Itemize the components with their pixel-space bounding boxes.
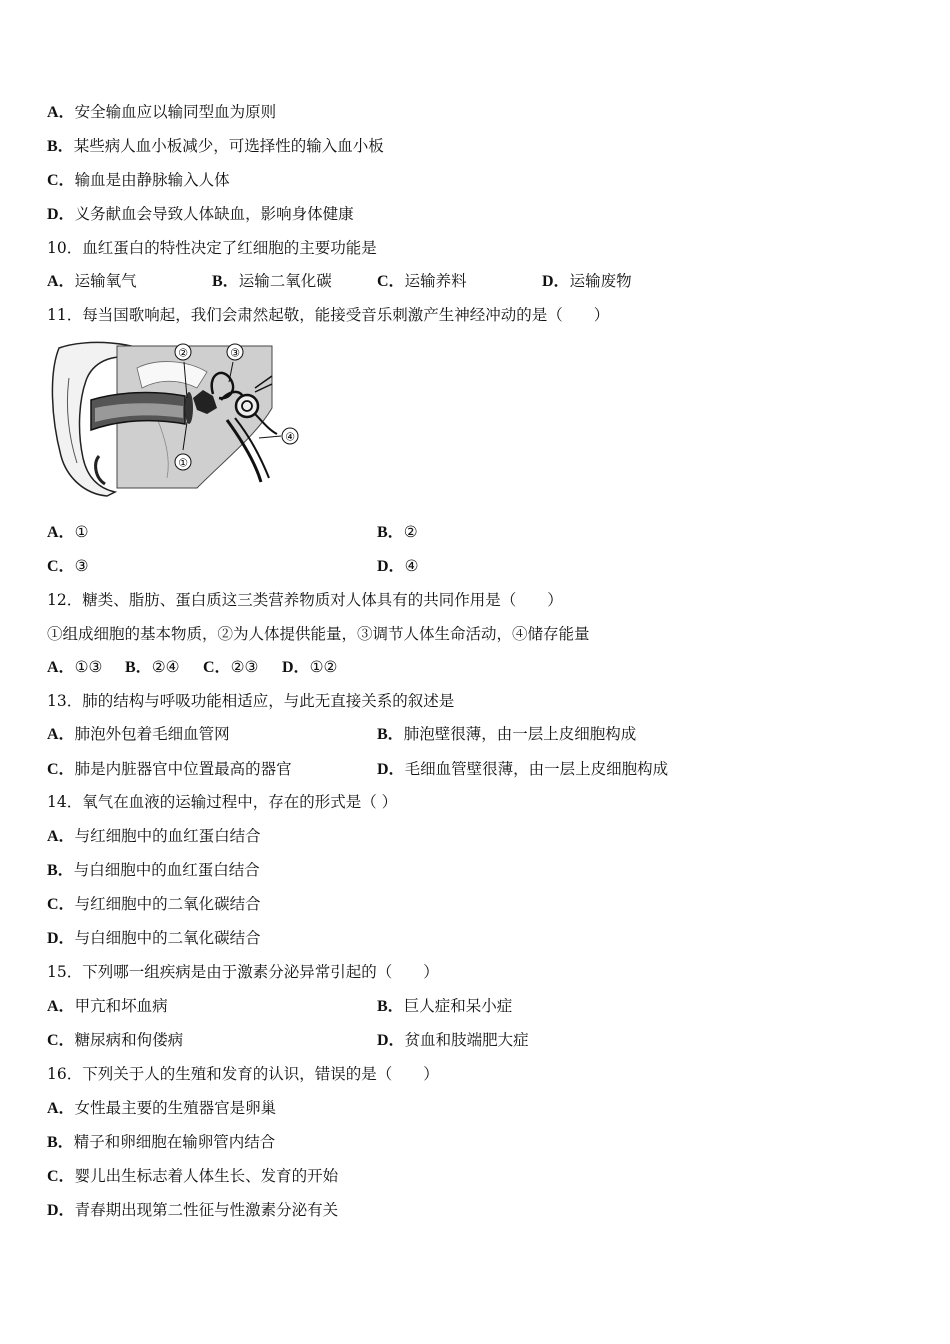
q16-option-d[interactable]	[47, 1198, 338, 1222]
option-text: 肺泡壁很薄，由一层上皮细胞构成	[403, 725, 637, 743]
q9-option-d[interactable]	[47, 202, 354, 226]
option-label: A．	[47, 273, 75, 290]
option-text: ②	[403, 523, 418, 541]
option-label: C．	[203, 659, 231, 676]
q11-option-d[interactable]	[377, 554, 418, 579]
option-text: 与红细胞中的二氧化碳结合	[74, 895, 261, 913]
option-label: B．	[47, 862, 74, 879]
option-text: 甲亢和坏血病	[74, 997, 168, 1015]
option-text: 青春期出现第二性征与性激素分泌有关	[74, 1201, 339, 1219]
q14-option-d[interactable]	[47, 926, 261, 950]
option-text: 义务献血会导致人体缺血，影响身体健康	[74, 205, 354, 223]
q9-option-c[interactable]	[47, 168, 230, 192]
option-text: 毛细血管壁很薄，由一层上皮细胞构成	[404, 760, 669, 778]
q13-options-row2	[47, 757, 747, 781]
option-text: 女性最主要的生殖器官是卵巢	[74, 1099, 277, 1117]
q12-option-d[interactable]	[282, 655, 337, 680]
option-text: 运输二氧化碳	[238, 272, 332, 290]
q12-options	[47, 655, 447, 679]
option-label: C．	[47, 1032, 75, 1049]
q15-option-d[interactable]	[377, 1028, 529, 1053]
q10-option-b[interactable]	[212, 269, 332, 294]
figure-label-1: ①	[178, 456, 188, 470]
option-text: 肺是内脏器官中位置最高的器官	[74, 760, 292, 778]
option-label: C．	[47, 172, 75, 189]
option-label: C．	[47, 1168, 75, 1185]
q13-options-row1	[47, 722, 747, 746]
figure-label-3: ③	[230, 346, 240, 360]
q10-option-a[interactable]	[47, 269, 137, 294]
option-text: 运输氧气	[74, 272, 137, 290]
option-text: 安全输血应以输同型血为原则	[74, 103, 277, 121]
option-label: D．	[377, 761, 405, 778]
q11-options-row1	[47, 520, 747, 544]
q14-option-b[interactable]	[47, 858, 260, 882]
option-label: A．	[47, 659, 75, 676]
q13-stem: 13．肺的结构与呼吸功能相适应，与此无直接关系的叙述是	[47, 692, 455, 710]
q10-stem: 10．血红蛋白的特性决定了红细胞的主要功能是	[47, 239, 377, 257]
option-label: C．	[47, 761, 75, 778]
option-text: ①②	[309, 658, 338, 676]
option-label: D．	[377, 1032, 405, 1049]
option-text: 糖尿病和佝偻病	[74, 1031, 184, 1049]
option-label: A．	[47, 998, 75, 1015]
option-text: ①③	[74, 658, 103, 676]
option-text: 运输废物	[569, 272, 632, 290]
q12-option-a[interactable]	[47, 655, 102, 680]
option-label: C．	[377, 273, 405, 290]
option-text: 肺泡外包着毛细血管网	[74, 725, 230, 743]
q10-option-d[interactable]	[542, 269, 632, 294]
option-text: ②④	[151, 658, 180, 676]
q16-option-c[interactable]	[47, 1164, 338, 1188]
option-text: ①	[74, 523, 89, 541]
q16-option-b[interactable]	[47, 1130, 275, 1154]
q15-options-row2	[47, 1028, 747, 1052]
option-label: D．	[47, 930, 75, 947]
option-label: C．	[47, 896, 75, 913]
q11-options-row2	[47, 554, 747, 578]
q14-stem: 14．氧气在血液的运输过程中，存在的形式是（ ）	[47, 793, 398, 811]
option-label: A．	[47, 726, 75, 743]
option-text: 与白细胞中的血红蛋白结合	[73, 861, 260, 879]
option-label: C．	[47, 558, 75, 575]
option-text: 输血是由静脉输入人体	[74, 171, 230, 189]
option-label: B．	[377, 726, 404, 743]
figure-label-2: ②	[178, 346, 188, 360]
q13-option-d[interactable]	[377, 757, 668, 782]
option-label: D．	[377, 558, 405, 575]
figure-label-4: ④	[285, 430, 295, 444]
option-label: B．	[212, 273, 239, 290]
option-text: 婴儿出生标志着人体生长、发育的开始	[74, 1167, 339, 1185]
q15-option-a[interactable]	[47, 994, 168, 1019]
q13-option-a[interactable]	[47, 722, 230, 747]
option-text: ④	[404, 557, 419, 575]
option-label: B．	[125, 659, 152, 676]
q11-option-a[interactable]	[47, 520, 88, 545]
q13-option-c[interactable]	[47, 757, 292, 782]
option-text: 运输养料	[404, 272, 467, 290]
option-label: B．	[377, 998, 404, 1015]
q16-option-a[interactable]	[47, 1096, 276, 1120]
option-label: A．	[47, 104, 75, 121]
option-label: B．	[47, 1134, 74, 1151]
option-text: 精子和卵细胞在输卵管内结合	[73, 1133, 276, 1151]
option-text: 贫血和肢端肥大症	[404, 1031, 529, 1049]
option-text: 与红细胞中的血红蛋白结合	[74, 827, 261, 845]
q14-option-c[interactable]	[47, 892, 261, 916]
option-label: B．	[47, 138, 74, 155]
q15-options-row1	[47, 994, 747, 1018]
option-text: 与白细胞中的二氧化碳结合	[74, 929, 261, 947]
option-label: A．	[47, 524, 75, 541]
option-label: A．	[47, 828, 75, 845]
q13-option-b[interactable]	[377, 722, 636, 747]
option-label: D．	[47, 1202, 75, 1219]
option-text: ③	[74, 557, 89, 575]
option-label: A．	[47, 1100, 75, 1117]
q11-option-c[interactable]	[47, 554, 88, 579]
ear-anatomy-figure	[47, 338, 307, 500]
option-label: D．	[282, 659, 310, 676]
option-label: D．	[542, 273, 570, 290]
q10-options	[47, 269, 747, 293]
option-text: 巨人症和呆小症	[403, 997, 513, 1015]
q11-option-b[interactable]	[377, 520, 418, 545]
option-label: D．	[47, 206, 75, 223]
q9-option-b[interactable]	[47, 134, 384, 158]
q12-statement: ①组成细胞的基本物质，②为人体提供能量，③调节人体生命活动，④储存能量	[47, 625, 590, 643]
q15-stem: 15．下列哪一组疾病是由于激素分泌异常引起的（ ）	[47, 963, 439, 981]
q11-stem: 11．每当国歌响起，我们会肃然起敬，能接受音乐刺激产生神经冲动的是（ ）	[47, 306, 610, 324]
q14-option-a[interactable]	[47, 824, 261, 848]
q10-option-c[interactable]	[377, 269, 467, 294]
option-text: 某些病人血小板减少，可选择性的输入血小板	[73, 137, 384, 155]
q12-option-b[interactable]	[125, 655, 179, 680]
q12-option-c[interactable]	[203, 655, 258, 680]
q9-option-a[interactable]	[47, 100, 276, 124]
q12-stem: 12．糖类、脂肪、蛋白质这三类营养物质对人体具有的共同作用是（ ）	[47, 591, 563, 609]
q16-stem: 16．下列关于人的生殖和发育的认识，错误的是（ ）	[47, 1065, 439, 1083]
option-label: B．	[377, 524, 404, 541]
option-text: ②③	[230, 658, 259, 676]
q15-option-c[interactable]	[47, 1028, 183, 1053]
q15-option-b[interactable]	[377, 994, 512, 1019]
